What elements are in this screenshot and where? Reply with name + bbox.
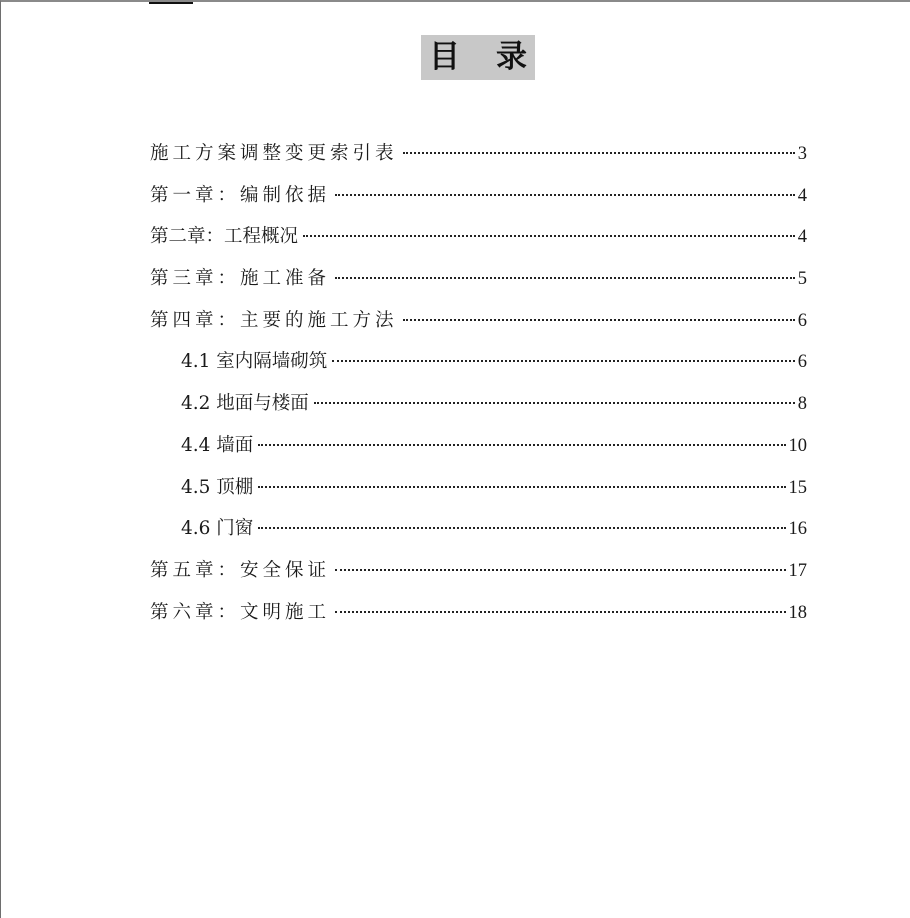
toc-entry-label: 4.4 墙面 <box>181 434 254 456</box>
toc-entry[interactable] <box>150 139 807 181</box>
toc-subentry[interactable] <box>150 389 807 431</box>
toc-title-char-2: 录 <box>496 39 527 75</box>
toc-entry-page: 8 <box>797 394 807 415</box>
toc-dot-leader <box>335 569 785 571</box>
toc-entry[interactable] <box>150 264 807 306</box>
toc-entry-page: 17 <box>788 560 807 581</box>
toc-dot-leader <box>332 360 794 362</box>
toc-entry-label: 4.2 地面与楼面 <box>181 393 309 415</box>
toc-entry-label: 4.1 室内隔墙砌筑 <box>181 351 328 373</box>
toc-dot-leader <box>335 277 795 279</box>
toc-dot-leader <box>403 319 795 321</box>
toc-entry-label: 第五章：安全保证 <box>150 559 331 581</box>
toc-entry-page: 16 <box>788 519 807 540</box>
toc-entry-label: 4.6 门窗 <box>181 518 254 540</box>
toc-subentry[interactable] <box>150 347 807 389</box>
toc-dot-leader <box>335 611 785 613</box>
toc-dot-leader <box>258 527 785 529</box>
toc-dot-leader <box>314 402 795 404</box>
toc-title <box>421 35 535 80</box>
toc-dot-leader <box>303 235 795 237</box>
toc-entry-label: 第三章：施工准备 <box>150 268 331 290</box>
toc-dot-leader <box>258 486 785 488</box>
toc-entry-label: 第四章：主要的施工方法 <box>150 309 398 331</box>
toc-entry-label: 第二章：工程概况 <box>150 226 299 248</box>
toc-entry-page: 4 <box>797 185 807 206</box>
toc-entry[interactable] <box>150 222 807 264</box>
toc-entry[interactable] <box>150 556 807 598</box>
toc-entry-label: 4.5 顶棚 <box>181 476 254 498</box>
toc-entry-page: 10 <box>788 435 807 456</box>
table-of-contents <box>150 139 807 639</box>
toc-subentry[interactable] <box>150 514 807 556</box>
toc-entry-page: 5 <box>797 269 807 290</box>
toc-entry-label: 第六章：文明施工 <box>150 601 331 623</box>
toc-entry-page: 3 <box>797 144 807 164</box>
toc-entry[interactable] <box>150 306 807 348</box>
toc-entry-page: 18 <box>788 602 807 623</box>
toc-dot-leader <box>335 194 795 196</box>
toc-entry-page: 15 <box>788 477 807 498</box>
toc-entry-label: 施工方案调整变更索引表 <box>150 143 398 164</box>
toc-subentry[interactable] <box>150 431 807 473</box>
toc-dot-leader <box>258 444 785 446</box>
toc-entry-label: 第一章：编制依据 <box>150 184 331 206</box>
toc-entry-page: 6 <box>797 352 807 373</box>
toc-entry-page: 4 <box>797 227 807 248</box>
toc-entry[interactable] <box>150 598 807 640</box>
page-top-marker <box>149 2 193 4</box>
toc-title-char-1: 目 <box>429 39 460 75</box>
toc-subentry[interactable] <box>150 473 807 515</box>
toc-entry[interactable] <box>150 181 807 223</box>
toc-dot-leader <box>403 152 795 154</box>
toc-entry-page: 6 <box>797 310 807 331</box>
